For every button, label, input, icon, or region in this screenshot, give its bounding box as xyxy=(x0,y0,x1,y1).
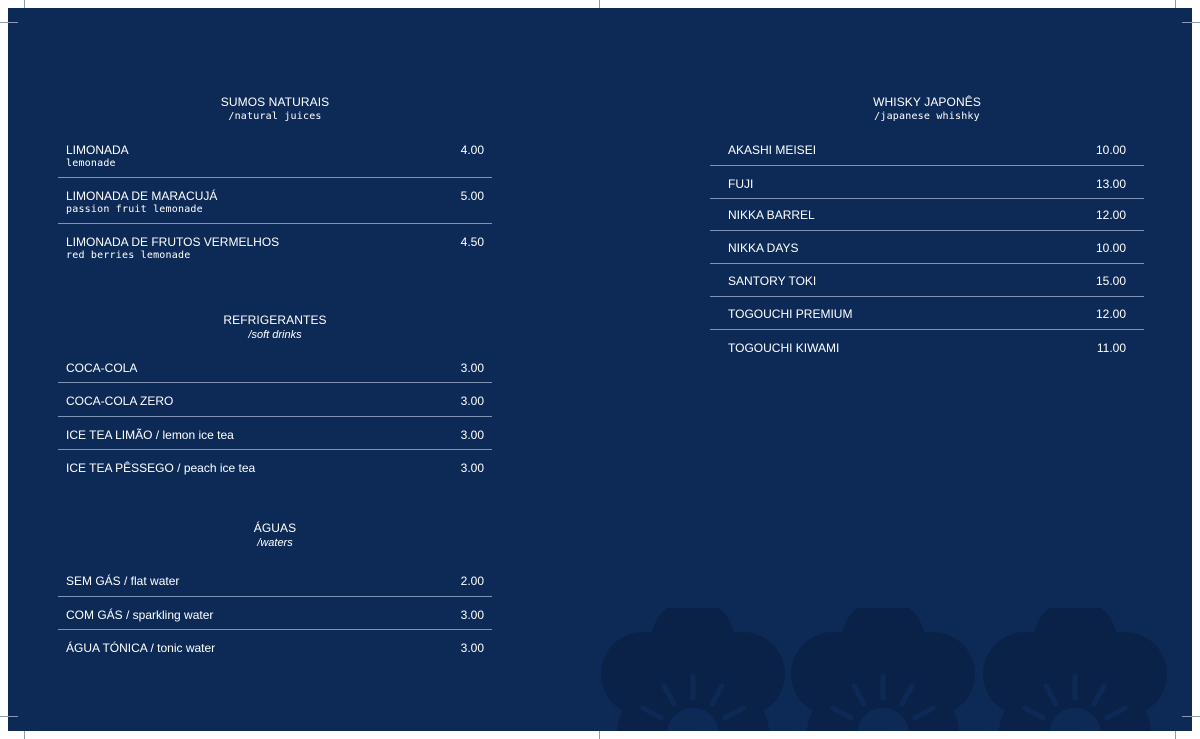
item-price: 3.00 xyxy=(460,608,484,622)
divider xyxy=(58,449,492,450)
item-price: 4.00 xyxy=(460,143,484,157)
item-description: passion fruit lemonade xyxy=(66,204,203,215)
item-name: TOGOUCHI PREMIUM xyxy=(728,307,853,321)
item-name: NIKKA BARREL xyxy=(728,208,815,222)
section-title: REFRIGERANTES xyxy=(223,313,327,327)
item-price: 3.00 xyxy=(460,361,484,375)
item-name: COCA-COLA xyxy=(66,361,138,375)
item-price: 12.00 xyxy=(1095,208,1126,222)
crop-mark xyxy=(0,22,18,23)
item-name: NIKKA DAYS xyxy=(728,241,799,255)
item-price: 13.00 xyxy=(1095,177,1126,191)
item-name: SANTORY TOKI xyxy=(728,274,817,288)
item-price: 10.00 xyxy=(1095,143,1126,157)
divider xyxy=(710,296,1144,297)
crop-mark xyxy=(1182,22,1200,23)
section-header-whisky xyxy=(710,95,1144,124)
item-name: ICE TEA PÊSSEGO / peach ice tea xyxy=(66,461,256,475)
item-price: 3.00 xyxy=(460,428,484,442)
item-price: 15.00 xyxy=(1095,274,1126,288)
item-price: 11.00 xyxy=(1096,341,1126,355)
divider xyxy=(58,382,492,383)
section-header-juices xyxy=(58,95,492,124)
item-price: 12.00 xyxy=(1095,307,1126,321)
divider xyxy=(58,416,492,417)
item-price: 3.00 xyxy=(460,394,484,408)
section-subtitle: /waters xyxy=(257,537,293,549)
item-name: TOGOUCHI KIWAMI xyxy=(728,341,840,355)
item-description: red berries lemonade xyxy=(66,250,191,261)
divider xyxy=(710,230,1144,231)
crop-mark xyxy=(24,0,25,8)
menu-page xyxy=(8,8,1192,731)
flower-emblem-icon xyxy=(791,608,975,731)
item-name: COM GÁS / sparkling water xyxy=(66,608,214,622)
flower-emblem-icon xyxy=(601,608,785,731)
flower-emblem-icon xyxy=(983,608,1167,731)
crop-mark xyxy=(1175,0,1176,8)
section-subtitle: /soft drinks xyxy=(248,329,302,341)
divider xyxy=(710,329,1144,330)
divider xyxy=(58,177,492,178)
item-price: 2.00 xyxy=(460,574,484,588)
divider xyxy=(58,223,492,224)
item-name: ICE TEA LIMÃO / lemon ice tea xyxy=(66,428,234,442)
section-subtitle: /japanese whishky xyxy=(874,111,980,122)
crop-mark xyxy=(1175,731,1176,739)
divider xyxy=(710,198,1144,199)
crop-mark xyxy=(599,0,600,8)
section-subtitle: /natural juices xyxy=(228,111,322,122)
item-price: 5.00 xyxy=(460,189,484,203)
item-description: lemonade xyxy=(66,158,116,169)
section-header-waters xyxy=(58,521,492,550)
section-title: WHISKY JAPONÊS xyxy=(873,95,981,109)
divider xyxy=(58,596,492,597)
item-name: SEM GÁS / flat water xyxy=(66,574,180,588)
item-price: 3.00 xyxy=(460,461,484,475)
item-price: 4.50 xyxy=(460,235,484,249)
divider xyxy=(710,165,1144,166)
crop-mark xyxy=(0,716,18,717)
section-title: ÁGUAS xyxy=(253,521,297,535)
item-name: LIMONADA xyxy=(66,143,129,157)
crop-mark xyxy=(599,731,600,739)
crop-mark xyxy=(1182,716,1200,717)
item-name: LIMONADA DE MARACUJÁ xyxy=(66,189,218,203)
item-name: ÁGUA TÓNICA / tonic water xyxy=(66,641,216,655)
item-name: AKASHI MEISEI xyxy=(728,143,817,157)
divider xyxy=(58,629,492,630)
divider xyxy=(710,263,1144,264)
item-price: 10.00 xyxy=(1095,241,1126,255)
item-name: LIMONADA DE FRUTOS VERMELHOS xyxy=(66,235,280,249)
section-header-soft-drinks xyxy=(58,313,492,342)
crop-mark xyxy=(24,731,25,739)
flower-emblems xyxy=(600,608,1192,731)
item-price: 3.00 xyxy=(460,641,484,655)
item-name: FUJI xyxy=(728,177,754,191)
item-name: COCA-COLA ZERO xyxy=(66,394,174,408)
section-title: SUMOS NATURAIS xyxy=(220,95,330,109)
